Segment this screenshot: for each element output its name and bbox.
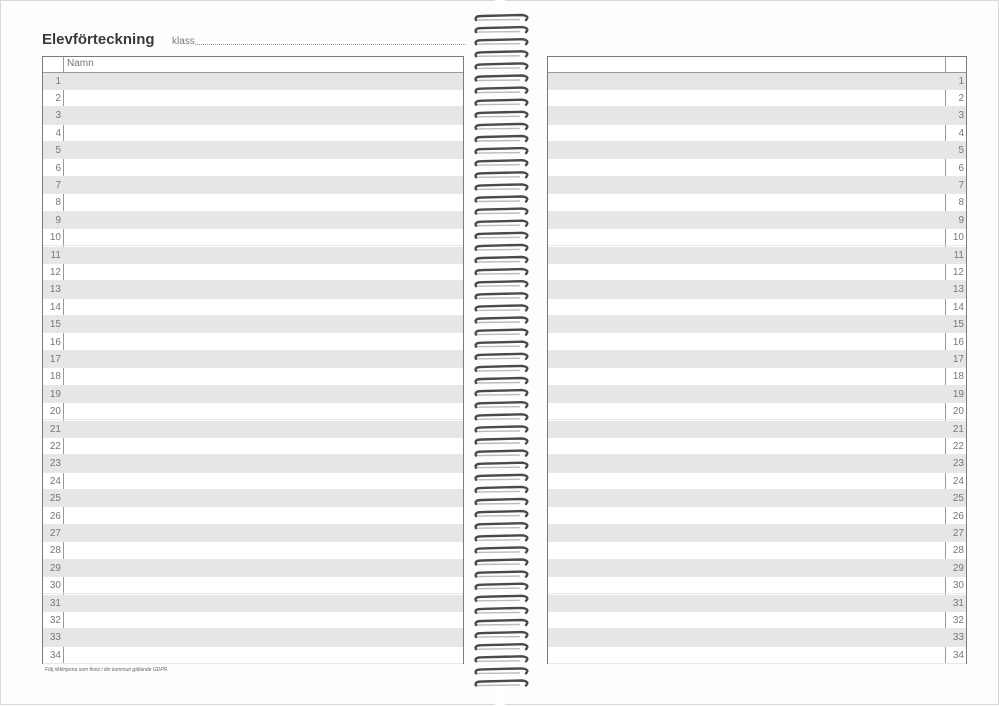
- row-number: 22: [49, 440, 61, 452]
- spiral-coil: [476, 76, 528, 81]
- row-number: 29: [952, 562, 964, 574]
- spiral-coil: [476, 426, 528, 431]
- spiral-coil: [476, 560, 528, 565]
- spiral-coil: [476, 27, 528, 32]
- spiral-coil: [476, 390, 528, 395]
- spiral-coil: [476, 100, 528, 105]
- table-row[interactable]: [43, 212, 463, 229]
- table-header: [548, 57, 966, 73]
- table-row[interactable]: [43, 473, 463, 490]
- spiral-coil: [476, 463, 528, 468]
- row-number: 2: [55, 92, 61, 104]
- row-number: 32: [49, 614, 61, 626]
- table-row[interactable]: [548, 525, 966, 542]
- row-number: 19: [49, 388, 61, 400]
- spiral-coil: [476, 620, 528, 625]
- row-number: 33: [49, 632, 61, 644]
- row-number: 22: [952, 440, 964, 452]
- row-number: 3: [958, 110, 964, 122]
- spiral-coil: [476, 608, 528, 613]
- table-row[interactable]: [548, 629, 966, 646]
- row-number: 18: [49, 371, 61, 383]
- spiral-coil: [476, 547, 528, 552]
- row-number: 12: [952, 266, 964, 278]
- row-number: 31: [49, 597, 61, 609]
- row-number: 18: [952, 371, 964, 383]
- table-row[interactable]: [43, 629, 463, 646]
- spiral-coil: [476, 656, 528, 661]
- table-row[interactable]: [43, 612, 463, 629]
- table-row[interactable]: [43, 90, 463, 107]
- row-number: 16: [952, 336, 964, 348]
- row-number: 6: [55, 162, 61, 174]
- spiral-coil: [476, 535, 528, 540]
- row-number: 5: [55, 145, 61, 157]
- table-row[interactable]: [548, 438, 966, 455]
- spiral-coil: [476, 124, 528, 129]
- table-row[interactable]: [43, 490, 463, 507]
- row-number: 27: [952, 527, 964, 539]
- table-row[interactable]: [43, 368, 463, 385]
- row-number: 7: [55, 179, 61, 191]
- table-row[interactable]: [548, 386, 966, 403]
- row-number: 16: [49, 336, 61, 348]
- table-row[interactable]: [548, 577, 966, 594]
- spiral-coil: [476, 184, 528, 189]
- class-input-line[interactable]: [195, 44, 466, 45]
- table-row[interactable]: [43, 229, 463, 246]
- table-row[interactable]: [548, 194, 966, 211]
- table-row[interactable]: [548, 612, 966, 629]
- table-row[interactable]: [43, 194, 463, 211]
- table-row[interactable]: [43, 299, 463, 316]
- row-number: 26: [49, 510, 61, 522]
- spiral-coil: [476, 414, 528, 419]
- table-row[interactable]: [43, 351, 463, 368]
- spiral-coil: [476, 378, 528, 383]
- table-row[interactable]: [43, 647, 463, 664]
- spiral-coil: [476, 148, 528, 153]
- row-number: 14: [49, 301, 61, 313]
- row-number: 6: [958, 162, 964, 174]
- row-number: 30: [49, 580, 61, 592]
- row-number: 9: [55, 214, 61, 226]
- row-number: 10: [49, 232, 61, 244]
- spiral-coil: [476, 342, 528, 347]
- spiral-coil: [476, 221, 528, 226]
- table-row[interactable]: [43, 125, 463, 142]
- spiral-coil: [476, 88, 528, 93]
- table-row[interactable]: [43, 281, 463, 298]
- row-number: 13: [49, 284, 61, 296]
- spiral-binding: [470, 8, 534, 696]
- row-number: 34: [952, 649, 964, 661]
- row-number: 21: [952, 423, 964, 435]
- class-label: klass: [172, 36, 195, 47]
- row-number: 20: [49, 406, 61, 418]
- table-row[interactable]: [548, 177, 966, 194]
- row-number: 14: [952, 301, 964, 313]
- table-row[interactable]: [43, 455, 463, 472]
- row-number: 7: [958, 179, 964, 191]
- row-number: 13: [952, 284, 964, 296]
- row-number: 29: [49, 562, 61, 574]
- table-row[interactable]: [43, 525, 463, 542]
- spiral-coil: [476, 112, 528, 117]
- row-number: 25: [952, 493, 964, 505]
- table-row[interactable]: [548, 368, 966, 385]
- table-row[interactable]: [548, 264, 966, 281]
- table-row[interactable]: [548, 316, 966, 333]
- spiral-coil: [476, 584, 528, 589]
- table-row[interactable]: [548, 247, 966, 264]
- spiral-coil: [476, 523, 528, 528]
- row-number: 24: [49, 475, 61, 487]
- row-number: 1: [55, 75, 61, 87]
- spiral-coil: [476, 233, 528, 238]
- row-number: 4: [55, 127, 61, 139]
- spiral-coil: [476, 172, 528, 177]
- spiral-coil: [476, 596, 528, 601]
- table-row[interactable]: [548, 90, 966, 107]
- spiral-coil: [476, 318, 528, 323]
- table-row[interactable]: [548, 73, 966, 90]
- spiral-coil: [476, 475, 528, 480]
- table-row[interactable]: [548, 455, 966, 472]
- table-row[interactable]: [548, 595, 966, 612]
- table-row[interactable]: [548, 647, 966, 664]
- table-row[interactable]: [43, 577, 463, 594]
- row-number: 31: [952, 597, 964, 609]
- table-row[interactable]: [548, 160, 966, 177]
- spiral-coil: [476, 209, 528, 214]
- row-number: 32: [952, 614, 964, 626]
- row-number: 8: [55, 197, 61, 209]
- table-row[interactable]: [548, 473, 966, 490]
- title-row: [42, 29, 466, 51]
- table-row[interactable]: [548, 125, 966, 142]
- table-row[interactable]: [43, 177, 463, 194]
- row-number: 4: [958, 127, 964, 139]
- table-row[interactable]: [548, 421, 966, 438]
- spiral-coil: [476, 305, 528, 310]
- spiral-coil: [476, 402, 528, 407]
- name-column-header: Namn: [67, 58, 94, 69]
- spiral-coil: [476, 366, 528, 371]
- spiral-coil: [476, 39, 528, 44]
- row-number: 26: [952, 510, 964, 522]
- table-row[interactable]: [43, 438, 463, 455]
- table-row[interactable]: [43, 107, 463, 124]
- table-row[interactable]: [548, 107, 966, 124]
- row-number: 1: [958, 75, 964, 87]
- spiral-coil: [476, 257, 528, 262]
- table-row[interactable]: [548, 299, 966, 316]
- row-number: 2: [958, 92, 964, 104]
- student-table-right: [547, 56, 967, 664]
- row-number: 11: [50, 249, 61, 261]
- row-number: 9: [958, 214, 964, 226]
- page-title: Elevförteckning: [42, 31, 155, 48]
- table-row[interactable]: [43, 386, 463, 403]
- row-number: 21: [49, 423, 61, 435]
- student-table-left: [42, 56, 464, 664]
- spiral-coil: [476, 499, 528, 504]
- spiral-coil: [476, 160, 528, 165]
- spiral-coil: [476, 572, 528, 577]
- row-number: 11: [953, 249, 964, 261]
- table-row[interactable]: [43, 560, 463, 577]
- table-row[interactable]: [548, 508, 966, 525]
- table-row[interactable]: [43, 334, 463, 351]
- row-number: 23: [49, 458, 61, 470]
- table-row[interactable]: [548, 212, 966, 229]
- row-number: 8: [958, 197, 964, 209]
- spiral-coil: [476, 63, 528, 68]
- row-number: 12: [49, 266, 61, 278]
- row-number: 28: [49, 545, 61, 557]
- row-number: 33: [952, 632, 964, 644]
- spiral-coil: [476, 511, 528, 516]
- row-number: 23: [952, 458, 964, 470]
- row-number: 19: [952, 388, 964, 400]
- row-number: 15: [49, 319, 61, 331]
- table-row[interactable]: [43, 595, 463, 612]
- table-row[interactable]: [43, 508, 463, 525]
- spiral-coil: [476, 51, 528, 56]
- table-row[interactable]: [43, 73, 463, 90]
- table-row[interactable]: [548, 403, 966, 420]
- gdpr-footnote: Följ riktlinjerna som finns i din kommun gällande GDPR.: [45, 667, 169, 673]
- spiral-coil: [476, 245, 528, 250]
- spiral-coil: [476, 439, 528, 444]
- table-row[interactable]: [43, 542, 463, 559]
- row-number: 30: [952, 580, 964, 592]
- table-row[interactable]: [43, 142, 463, 159]
- spiral-coil: [476, 136, 528, 141]
- row-number: 24: [952, 475, 964, 487]
- spiral-coil: [476, 15, 528, 20]
- spiral-coil: [476, 487, 528, 492]
- spiral-coil: [476, 330, 528, 335]
- table-row[interactable]: [43, 264, 463, 281]
- table-row[interactable]: [548, 142, 966, 159]
- spiral-coil: [476, 451, 528, 456]
- table-row[interactable]: [548, 281, 966, 298]
- table-row[interactable]: [43, 247, 463, 264]
- spiral-coil: [476, 681, 528, 686]
- table-row[interactable]: [43, 421, 463, 438]
- row-number: 5: [958, 145, 964, 157]
- row-number: 10: [952, 232, 964, 244]
- row-number: 20: [952, 406, 964, 418]
- spiral-coil: [476, 197, 528, 202]
- spiral-coil: [476, 644, 528, 649]
- spiral-coil: [476, 281, 528, 286]
- row-number: 3: [55, 110, 61, 122]
- table-row[interactable]: [548, 490, 966, 507]
- table-row[interactable]: [43, 316, 463, 333]
- table-row[interactable]: [548, 560, 966, 577]
- row-number: 27: [49, 527, 61, 539]
- spiral-coil: [476, 668, 528, 673]
- table-header: [43, 57, 463, 73]
- table-row[interactable]: [43, 160, 463, 177]
- row-number: 17: [49, 353, 61, 365]
- table-row[interactable]: [548, 542, 966, 559]
- row-number: 28: [952, 545, 964, 557]
- spiral-coil: [476, 269, 528, 274]
- table-row[interactable]: [548, 229, 966, 246]
- spiral-coil: [476, 632, 528, 637]
- table-row[interactable]: [43, 403, 463, 420]
- row-number: 15: [952, 319, 964, 331]
- row-number: 17: [952, 353, 964, 365]
- spiral-coil: [476, 354, 528, 359]
- table-row[interactable]: [548, 351, 966, 368]
- spiral-coil: [476, 293, 528, 298]
- table-row[interactable]: [548, 334, 966, 351]
- row-number: 34: [49, 649, 61, 661]
- row-number: 25: [49, 493, 61, 505]
